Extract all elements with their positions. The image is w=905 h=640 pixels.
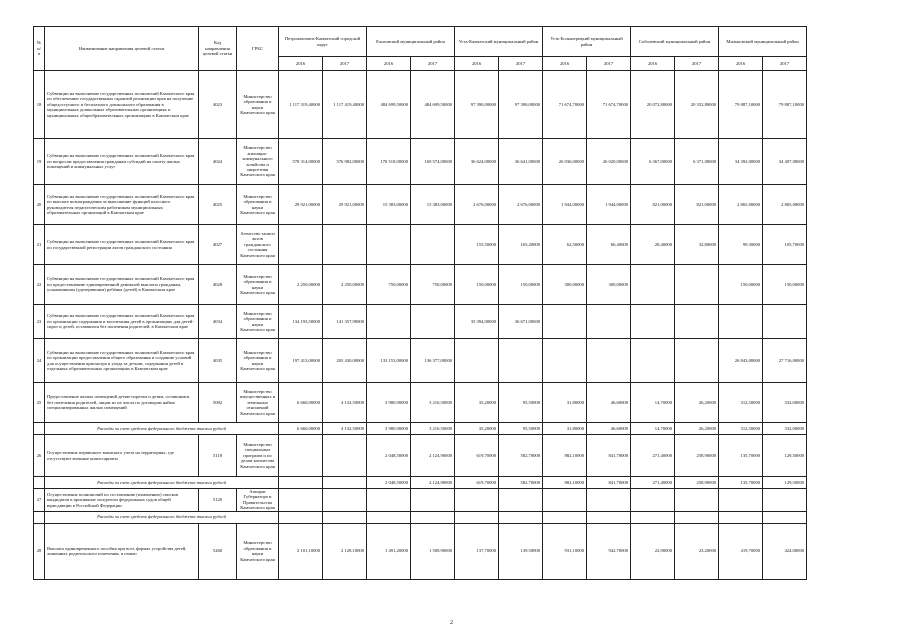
value-cell: 135,70000 xyxy=(719,477,763,489)
value-cell: 62,50000 xyxy=(543,225,587,265)
value-cell: 1 117 419,40000 xyxy=(323,71,367,139)
value-cell: 36 671,00000 xyxy=(499,305,543,339)
value-cell: 170 518,00000 xyxy=(367,139,411,185)
value-cell: 841,70000 xyxy=(587,477,631,489)
value-cell: 582,70000 xyxy=(499,477,543,489)
table-row xyxy=(34,523,807,579)
value-cell xyxy=(499,511,543,523)
row-number: 25 xyxy=(34,383,45,423)
value-cell: 46,60000 xyxy=(587,423,631,435)
page-number: 2 xyxy=(450,620,453,626)
value-cell: 66,40000 xyxy=(587,225,631,265)
value-cell: 841,70000 xyxy=(587,435,631,477)
row-grbs: Министерство образования и науки Камчатского края xyxy=(237,305,279,339)
row-number: 27 xyxy=(34,489,45,512)
value-cell xyxy=(411,305,455,339)
table-row xyxy=(34,339,807,383)
value-cell: 1 491,20000 xyxy=(367,523,411,579)
value-cell: 15 383,00000 xyxy=(367,185,411,225)
budget-table-sheet xyxy=(33,26,806,606)
header-district: Мильковский муниципальный район xyxy=(719,27,807,57)
header-year: 2016 xyxy=(631,57,675,71)
table-body xyxy=(34,71,807,580)
value-cell: 2 250,00000 xyxy=(323,265,367,305)
value-cell xyxy=(323,225,367,265)
value-cell xyxy=(763,305,807,339)
value-cell xyxy=(279,435,323,477)
value-cell: 36 624,00000 xyxy=(455,139,499,185)
value-cell: 133 153,00000 xyxy=(367,339,411,383)
header-name: Наименование направления целевой статьи xyxy=(45,27,199,71)
header-district: Петропавловск-Камчатский городской округ xyxy=(279,27,367,57)
row-code: 5118 xyxy=(199,435,237,477)
value-cell: 578 314,00000 xyxy=(279,139,323,185)
value-cell xyxy=(675,511,719,523)
value-cell xyxy=(587,489,631,512)
value-cell xyxy=(675,489,719,512)
header-year: 2017 xyxy=(675,57,719,71)
value-cell: 2 101,10000 xyxy=(279,523,323,579)
value-cell: 6 660,00000 xyxy=(279,423,323,435)
value-cell xyxy=(323,477,367,489)
table-row xyxy=(34,489,807,512)
value-cell: 31,80000 xyxy=(543,423,587,435)
value-cell: 150,00000 xyxy=(719,265,763,305)
value-cell: 271,40000 xyxy=(631,435,675,477)
table-row xyxy=(34,265,807,305)
value-cell: 99,30000 xyxy=(719,225,763,265)
row-number: 24 xyxy=(34,339,45,383)
value-cell: 750,00000 xyxy=(367,265,411,305)
header-year: 2017 xyxy=(411,57,455,71)
value-cell: 1 508,90000 xyxy=(411,523,455,579)
value-cell: 26,20000 xyxy=(675,423,719,435)
value-cell: 36 641,00000 xyxy=(499,139,543,185)
row-code: 4028 xyxy=(199,265,237,305)
header-num: № п/п xyxy=(34,27,45,71)
value-cell: 2 124,90000 xyxy=(411,477,455,489)
row-grbs: Министерство жилищно-коммунального хозяйства и энергетики Камчатского края xyxy=(237,139,279,185)
value-cell: 6 371,00000 xyxy=(675,139,719,185)
table-row xyxy=(34,435,807,477)
value-cell: 135,70000 xyxy=(719,435,763,477)
value-cell xyxy=(411,489,455,512)
value-cell: 424,00000 xyxy=(763,523,807,579)
row-code: 4025 xyxy=(199,185,237,225)
value-cell: 150,00000 xyxy=(763,265,807,305)
value-cell xyxy=(455,489,499,512)
row-code: 5120 xyxy=(199,489,237,512)
value-cell: 95,50000 xyxy=(499,383,543,423)
value-cell: 1 944,00000 xyxy=(543,185,587,225)
table-row xyxy=(34,71,807,139)
value-cell: 95,50000 xyxy=(499,423,543,435)
value-cell: 3 980,90000 xyxy=(367,383,411,423)
value-cell xyxy=(543,339,587,383)
value-cell: 29 921,00000 xyxy=(279,185,323,225)
row-name: Субвенции на выполнение государственных полномочий Камчатского края по вопросам предоставления гражданам субсидий на оплату жилых помещений и коммунальных услуг xyxy=(45,139,199,185)
row-number: 28 xyxy=(34,523,45,579)
value-cell: 484 699,50000 xyxy=(411,71,455,139)
row-grbs: Министерство образования и науки Камчатского края xyxy=(237,265,279,305)
value-cell xyxy=(719,305,763,339)
subtotal-row xyxy=(34,511,807,523)
value-cell: 2 128,10000 xyxy=(323,523,367,579)
value-cell: 28,40000 xyxy=(631,225,675,265)
value-cell xyxy=(631,511,675,523)
value-cell xyxy=(367,489,411,512)
value-cell: 14,70000 xyxy=(631,423,675,435)
value-cell: 3 216,50000 xyxy=(411,383,455,423)
value-cell: 619,70000 xyxy=(455,435,499,477)
subtotal-label: Расходы за счет средств федерального бюджета тысячи рублей xyxy=(45,511,279,523)
value-cell xyxy=(675,265,719,305)
row-name: Осуществление полномочий по составлению (изменению) списков кандидатов в присяжные заседатели федеральных судов общей юрисдикции в Российской Федерации xyxy=(45,489,199,512)
row-grbs: Министерство имущественных и земельных отношений Камчатского края xyxy=(237,383,279,423)
value-cell: 271,40000 xyxy=(631,477,675,489)
value-cell: 129,50000 xyxy=(763,435,807,477)
value-cell: 165,20000 xyxy=(499,225,543,265)
value-cell: 22,90000 xyxy=(631,523,675,579)
header-year: 2016 xyxy=(279,57,323,71)
value-cell: 26 843,00000 xyxy=(719,339,763,383)
subtotal-row xyxy=(34,423,807,435)
value-cell: 882,10000 xyxy=(543,435,587,477)
header-district: Усть-Большерецкий муниципальный район xyxy=(543,27,631,57)
row-code: 4024 xyxy=(199,139,237,185)
row-name: Выплата единовременного пособия при всех формах устройства детей, лишенных родительского попечения, в семью xyxy=(45,523,199,579)
value-cell xyxy=(279,477,323,489)
value-cell: 931,10000 xyxy=(543,523,587,579)
value-cell: 4 132,50000 xyxy=(323,423,367,435)
value-cell xyxy=(631,489,675,512)
value-cell: 3 980,90000 xyxy=(367,423,411,435)
value-cell: 137,70000 xyxy=(455,523,499,579)
value-cell: 79 887,10000 xyxy=(719,71,763,139)
value-cell: 3 216,50000 xyxy=(411,423,455,435)
value-cell xyxy=(411,511,455,523)
value-cell: 155,50000 xyxy=(455,225,499,265)
value-cell: 6 367,00000 xyxy=(631,139,675,185)
value-cell xyxy=(675,305,719,339)
header-year: 2016 xyxy=(543,57,587,71)
row-number: 20 xyxy=(34,185,45,225)
value-cell: 2 250,00000 xyxy=(279,265,323,305)
value-cell: 332,00000 xyxy=(763,423,807,435)
value-cell: 619,70000 xyxy=(455,477,499,489)
value-cell: 26,20000 xyxy=(675,383,719,423)
value-cell: 4 132,50000 xyxy=(323,383,367,423)
value-cell: 150,00000 xyxy=(455,265,499,305)
value-cell: 26 020,00000 xyxy=(587,139,631,185)
value-cell: 2 865,00000 xyxy=(763,185,807,225)
value-cell xyxy=(499,489,543,512)
subtotal-label: Расходы за счет средств федерального бюджета тысячи рублей xyxy=(45,423,279,435)
value-cell: 20 352,80000 xyxy=(675,71,719,139)
value-cell xyxy=(543,305,587,339)
value-cell xyxy=(279,511,323,523)
value-cell: 15 383,00000 xyxy=(411,185,455,225)
row-grbs: Агентство записи актов гражданского состояния Камчатского края xyxy=(237,225,279,265)
value-cell xyxy=(675,339,719,383)
value-cell: 1 944,00000 xyxy=(587,185,631,225)
value-cell: 821,00000 xyxy=(675,185,719,225)
value-cell: 2 865,00000 xyxy=(719,185,763,225)
row-name: Субвенции на выполнение государственных полномочий Камчатского края по обеспечению государственных гарантий реализации прав на получение общедоступного и бесплатного дошкольного образования в муниципальных дошкольных образовательных организациях и муниципальных общеобразовательных организациях в Камчатском крае xyxy=(45,71,199,139)
value-cell xyxy=(367,305,411,339)
value-cell: 2 676,00000 xyxy=(455,185,499,225)
header-grbs: ГРБС xyxy=(237,27,279,71)
value-cell: 97 390,00000 xyxy=(499,71,543,139)
row-grbs: Министерство образования и науки Камчатского края xyxy=(237,339,279,383)
value-cell: 2 048,50000 xyxy=(367,477,411,489)
value-cell: 79 887,10000 xyxy=(763,71,807,139)
value-cell: 882,10000 xyxy=(543,477,587,489)
table-row xyxy=(34,185,807,225)
row-number: 19 xyxy=(34,139,45,185)
value-cell: 2 676,00000 xyxy=(499,185,543,225)
value-cell: 312,50000 xyxy=(719,383,763,423)
value-cell: 300,00000 xyxy=(543,265,587,305)
value-cell: 197 413,00000 xyxy=(279,339,323,383)
value-cell xyxy=(455,339,499,383)
value-cell xyxy=(763,489,807,512)
row-name: Субвенции на выполнение государственных полномочий Камчатского края по государственной регистрации актов гражданского состояния xyxy=(45,225,199,265)
table-row xyxy=(34,383,807,423)
header-year: 2016 xyxy=(455,57,499,71)
value-cell: 300,00000 xyxy=(587,265,631,305)
value-cell: 2 048,50000 xyxy=(367,435,411,477)
value-cell: 26 036,00000 xyxy=(543,139,587,185)
row-code: 4035 xyxy=(199,339,237,383)
value-cell: 20 072,80000 xyxy=(631,71,675,139)
value-cell: 46,60000 xyxy=(587,383,631,423)
value-cell: 750,00000 xyxy=(411,265,455,305)
value-cell: 258,90000 xyxy=(675,477,719,489)
header-year: 2017 xyxy=(323,57,367,71)
value-cell xyxy=(323,489,367,512)
value-cell: 14,70000 xyxy=(631,383,675,423)
value-cell: 2 124,90000 xyxy=(411,435,455,477)
value-cell xyxy=(631,339,675,383)
value-cell: 29 921,00000 xyxy=(323,185,367,225)
value-cell xyxy=(279,225,323,265)
header-year: 2016 xyxy=(719,57,763,71)
row-code: 4034 xyxy=(199,305,237,339)
row-name: Предоставление жилых помещений детям-сиротам и детям, оставшимся без попечения родителей, лицам из их числа по договорам найма специализированных жилых помещений xyxy=(45,383,199,423)
value-cell: 35,20000 xyxy=(455,383,499,423)
row-grbs: Министерство образования и науки Камчатского края xyxy=(237,71,279,139)
value-cell: 129,50000 xyxy=(763,477,807,489)
value-cell xyxy=(323,435,367,477)
row-number: 22 xyxy=(34,265,45,305)
value-cell xyxy=(587,339,631,383)
value-cell xyxy=(631,305,675,339)
table-row xyxy=(34,225,807,265)
value-cell: 576 982,00000 xyxy=(323,139,367,185)
header-year: 2017 xyxy=(499,57,543,71)
value-cell: 27 716,00000 xyxy=(763,339,807,383)
value-cell: 136 377,00000 xyxy=(411,339,455,383)
row-name: Субвенции на выполнение государственных полномочий Камчатского края по организации предоставления общего образования и созданию условий для осуществления присмотра и ухода за детьми, содержания детей в отдельных образовательных организациях в Камчатском крае xyxy=(45,339,199,383)
value-cell: 35 394,00000 xyxy=(455,305,499,339)
value-cell xyxy=(455,511,499,523)
row-name: Осуществление первичного воинского учета на территориях, где отсутствуют военные комиссариаты xyxy=(45,435,199,477)
row-grbs: Министерство специальных программ и по делам казачества Камчатского края xyxy=(237,435,279,477)
value-cell: 942,70000 xyxy=(587,523,631,579)
row-grbs: Министерство образования и науки Камчатского края xyxy=(237,523,279,579)
value-cell xyxy=(367,511,411,523)
value-cell: 141 357,90000 xyxy=(323,305,367,339)
value-cell xyxy=(763,511,807,523)
value-cell: 258,90000 xyxy=(675,435,719,477)
value-cell: 31,80000 xyxy=(543,383,587,423)
budget-table xyxy=(33,26,807,580)
value-cell xyxy=(719,489,763,512)
subtotal-row xyxy=(34,477,807,489)
value-cell: 150,00000 xyxy=(499,265,543,305)
subtotal-label: Расходы за счет средств федерального бюджета тысячи рублей xyxy=(45,477,279,489)
value-cell: 169 574,00000 xyxy=(411,139,455,185)
row-grbs: Министерство образования и науки Камчатского края xyxy=(237,185,279,225)
value-cell: 71 674,70000 xyxy=(543,71,587,139)
row-code: 5082 xyxy=(199,383,237,423)
value-cell: 419,70000 xyxy=(719,523,763,579)
value-cell xyxy=(499,339,543,383)
value-cell: 32,80000 xyxy=(675,225,719,265)
value-cell xyxy=(587,511,631,523)
value-cell xyxy=(367,225,411,265)
table-row xyxy=(34,139,807,185)
header-district: Соболевский муниципальный район xyxy=(631,27,719,57)
value-cell xyxy=(411,225,455,265)
header-district: Усть-Камчатский муниципальный район xyxy=(455,27,543,57)
row-number: 21 xyxy=(34,225,45,265)
value-cell: 312,50000 xyxy=(719,423,763,435)
value-cell: 484 699,50000 xyxy=(367,71,411,139)
value-cell: 34 392,00000 xyxy=(719,139,763,185)
value-cell: 134 193,50000 xyxy=(279,305,323,339)
value-cell xyxy=(719,511,763,523)
header-year: 2017 xyxy=(763,57,807,71)
row-number: 18 xyxy=(34,71,45,139)
value-cell xyxy=(543,511,587,523)
value-cell: 34 407,00000 xyxy=(763,139,807,185)
value-cell xyxy=(543,489,587,512)
row-name: Субвенции на выполнение государственных полномочий Камчатского края по предоставлению единовременной денежной выплаты гражданам, усыновившим (удочерившим) ребёнка (детей) в Камчатском крае xyxy=(45,265,199,305)
row-name: Субвенции на выполнение государственных полномочий Камчатского края по организации содержания и воспитания детей в организациях для детей-сирот и детей, оставшихся без попечения родителей, в Камчатском крае xyxy=(45,305,199,339)
value-cell xyxy=(587,305,631,339)
value-cell: 6 660,00000 xyxy=(279,383,323,423)
header-code: Код направления целевой статьи xyxy=(199,27,237,71)
value-cell xyxy=(279,489,323,512)
row-code: 5260 xyxy=(199,523,237,579)
value-cell: 821,00000 xyxy=(631,185,675,225)
value-cell: 97 390,00000 xyxy=(455,71,499,139)
row-code: 4027 xyxy=(199,225,237,265)
row-grbs: Аппарат Губернатора и Правительства Камчатского края xyxy=(237,489,279,512)
value-cell: 35,20000 xyxy=(455,423,499,435)
row-number: 26 xyxy=(34,435,45,477)
header-year: 2017 xyxy=(587,57,631,71)
header-year: 2016 xyxy=(367,57,411,71)
row-code: 4023 xyxy=(199,71,237,139)
value-cell xyxy=(631,265,675,305)
value-cell: 203 430,00000 xyxy=(323,339,367,383)
value-cell: 71 674,70000 xyxy=(587,71,631,139)
table-row xyxy=(34,305,807,339)
value-cell xyxy=(323,511,367,523)
value-cell: 105,70000 xyxy=(763,225,807,265)
header-district: Елизовский муниципальный район xyxy=(367,27,455,57)
value-cell: 332,00000 xyxy=(763,383,807,423)
value-cell: 1 117 319,40000 xyxy=(279,71,323,139)
value-cell: 23,20000 xyxy=(675,523,719,579)
value-cell: 582,70000 xyxy=(499,435,543,477)
row-name: Субвенции на выполнение государственных полномочий Камчатского края по выплате вознаграждения за выполнение функций классного руководителя педагогическим работникам муниципальных образовательных организаций в Камчатском крае xyxy=(45,185,199,225)
value-cell: 139,50000 xyxy=(499,523,543,579)
row-number: 23 xyxy=(34,305,45,339)
